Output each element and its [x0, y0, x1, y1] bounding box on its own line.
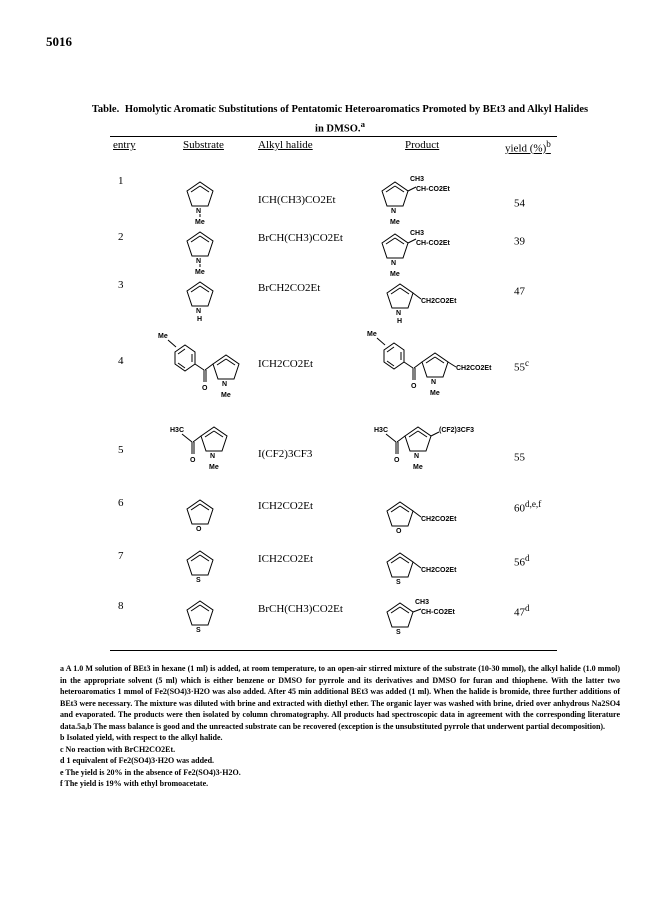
table-caption	[60, 102, 620, 137]
svg-text:H: H	[197, 316, 203, 323]
svg-text:N: N	[391, 208, 397, 215]
product-structure	[365, 328, 515, 403]
product-structure	[372, 422, 502, 487]
product-structure	[385, 501, 495, 538]
entry-number: 4	[118, 355, 124, 367]
svg-text:CH2CO2Et: CH2CO2Et	[456, 365, 492, 372]
substrate-structure	[185, 281, 225, 326]
table-row	[0, 600, 672, 660]
alkyl-halide: BrCH(CH3)CO2Et	[258, 232, 343, 244]
svg-text:Me: Me	[390, 219, 400, 226]
svg-text:CH2CO2Et: CH2CO2Et	[421, 516, 457, 523]
yield-value: 60$^{d,e,f}$	[514, 499, 542, 515]
table-row	[0, 175, 672, 235]
alkyl-halide: ICH2CO2Et	[258, 500, 313, 512]
footnote-e: e The yield is 20% in the absence of Fe2(SO4)3·H2O.	[60, 767, 241, 777]
substrate-structure	[185, 499, 225, 536]
header-alkyl-halide: Alkyl halide	[258, 139, 313, 151]
yield-value: 54	[514, 197, 525, 210]
svg-text:N: N	[210, 453, 216, 460]
product-structure	[385, 552, 495, 589]
svg-text:CH3: CH3	[410, 176, 425, 183]
svg-text:N: N	[196, 208, 202, 215]
caption-marker: a	[360, 119, 365, 129]
svg-text:CH-CO2Et: CH-CO2Et	[421, 609, 455, 616]
svg-text:Me: Me	[221, 392, 231, 399]
svg-text:N: N	[396, 310, 402, 317]
table-row	[0, 331, 672, 415]
substrate-structure	[150, 330, 250, 405]
page-number: 5016	[46, 34, 72, 49]
product-structure	[385, 598, 495, 639]
svg-text:O: O	[394, 457, 400, 464]
table-row	[0, 427, 672, 504]
svg-text:Me: Me	[390, 271, 400, 278]
svg-text:S: S	[396, 629, 401, 636]
entry-number: 6	[118, 497, 124, 509]
product-structure	[380, 229, 490, 284]
svg-text:Me: Me	[209, 464, 219, 471]
entry-number: 8	[118, 600, 124, 612]
substrate-structure	[185, 600, 225, 637]
svg-text:N: N	[196, 258, 202, 265]
alkyl-halide: ICH(CH3)CO2Et	[258, 194, 336, 206]
svg-text:(CF2)3CF3: (CF2)3CF3	[439, 427, 475, 434]
table-row	[0, 497, 672, 557]
footnote-b: b Isolated yield, with respect to the alkyl halide.	[60, 733, 223, 742]
caption-title: Homolytic Aromatic Substitutions of Pentatomic Heteroaromatics Promoted by BEt3 and Alkyl Halides	[124, 104, 589, 115]
yield-value: 39	[514, 235, 525, 248]
svg-text:N: N	[414, 453, 420, 460]
svg-text:S: S	[396, 579, 401, 586]
header-substrate: Substrate	[183, 139, 224, 151]
yield-value: 47	[514, 285, 525, 298]
entry-number: 5	[118, 444, 124, 456]
table-footnotes	[60, 663, 620, 790]
table-row	[0, 279, 672, 339]
yield-value: 47$^d$	[514, 603, 530, 619]
alkyl-halide: ICH2CO2Et	[258, 358, 313, 370]
svg-text:N: N	[431, 379, 437, 386]
yield-value: 55$^c$	[514, 358, 530, 374]
caption-title-line2: in DMSO.	[315, 123, 361, 135]
table-bottom-rule	[110, 650, 557, 651]
svg-text:CH-CO2Et: CH-CO2Et	[416, 186, 450, 193]
svg-text:O: O	[202, 385, 208, 392]
svg-text:Me: Me	[430, 390, 440, 397]
caption-label: Table.	[91, 104, 120, 115]
alkyl-halide: I(CF2)3CF3	[258, 448, 313, 460]
substrate-structure	[185, 550, 225, 587]
svg-text:N: N	[196, 308, 202, 315]
product-structure	[385, 283, 495, 328]
substrate-structure	[185, 179, 225, 226]
svg-text:CH2CO2Et: CH2CO2Et	[421, 298, 457, 305]
svg-text:H: H	[397, 318, 403, 325]
alkyl-halide: BrCH(CH3)CO2Et	[258, 603, 343, 615]
svg-text:Me: Me	[413, 464, 423, 471]
svg-text:CH3: CH3	[410, 230, 425, 237]
svg-text:Me: Me	[195, 219, 205, 226]
svg-text:O: O	[411, 383, 417, 390]
footnote-c: c No reaction with BrCH2CO2Et.	[60, 744, 176, 754]
svg-text:O: O	[396, 528, 402, 535]
svg-text:O: O	[190, 457, 196, 464]
svg-text:N: N	[222, 381, 228, 388]
substrate-structure	[185, 231, 225, 278]
svg-text:S: S	[196, 627, 201, 634]
footnote-d: d 1 equivalent of Fe2(SO4)3·H2O was added.	[60, 756, 215, 765]
footnote-f: f The yield is 19% with ethyl bromoacetate.	[60, 779, 209, 788]
svg-text:Me: Me	[158, 333, 168, 340]
svg-text:Me: Me	[367, 331, 377, 338]
substrate-structure	[168, 422, 248, 487]
header-entry: entry	[113, 139, 136, 151]
header-yield: yield (%)$^b$	[505, 139, 551, 155]
entry-number: 3	[118, 279, 124, 291]
table-top-rule	[110, 136, 557, 137]
svg-text:CH2CO2Et: CH2CO2Et	[421, 567, 457, 574]
alkyl-halide: BrCH2CO2Et	[258, 282, 321, 294]
svg-text:H3C: H3C	[170, 427, 185, 434]
entry-number: 1	[118, 175, 124, 187]
entry-number: 7	[118, 550, 124, 562]
svg-text:N: N	[391, 260, 397, 267]
yield-value: 55	[514, 451, 525, 464]
alkyl-halide: ICH2CO2Et	[258, 553, 313, 565]
svg-text:CH-CO2Et: CH-CO2Et	[416, 240, 450, 247]
yield-value: 56$^d$	[514, 553, 530, 569]
svg-text:CH3: CH3	[415, 599, 430, 606]
header-product: Product	[405, 139, 440, 151]
svg-text:S: S	[196, 577, 201, 584]
footnote-a: a A 1.0 M solution of BEt3 in hexane (1 ml) is added, at room temperature, to an open-air stirred mixture of the substrate (10-30 mmol), the alkyl halide (1.0 mmol) in the appropriate solvent (5 ml) which is either benzene or DMSO for pyrrole and its derivatives and DMSO for furan and thiophene. With the latter two heteroaromatics 1 mmol of Fe2(SO4)3·H2O was also added. After 45 min additional BEt3 was added (1 ml). When the halide is bromide, three further additions of BEt3 were necessary. The mixture was diluted with brine and extracted with diethyl ether. The organic layer was washed with brine, dried over anhydrous Na2SO4 and evaporated. The products were then isolated by column chromatography. All products had spectroscopic data in agreement with the corresponding literature data.5a,b The mass balance is good and the unreacted substrate can be recovered (exception is the unsubstituted pyrrole that underwent partial decomposition).	[60, 664, 620, 731]
svg-text:H3C: H3C	[374, 427, 389, 434]
svg-text:O: O	[196, 526, 202, 533]
entry-number: 2	[118, 231, 124, 243]
product-structure	[380, 175, 490, 230]
svg-text:Me: Me	[195, 269, 205, 276]
